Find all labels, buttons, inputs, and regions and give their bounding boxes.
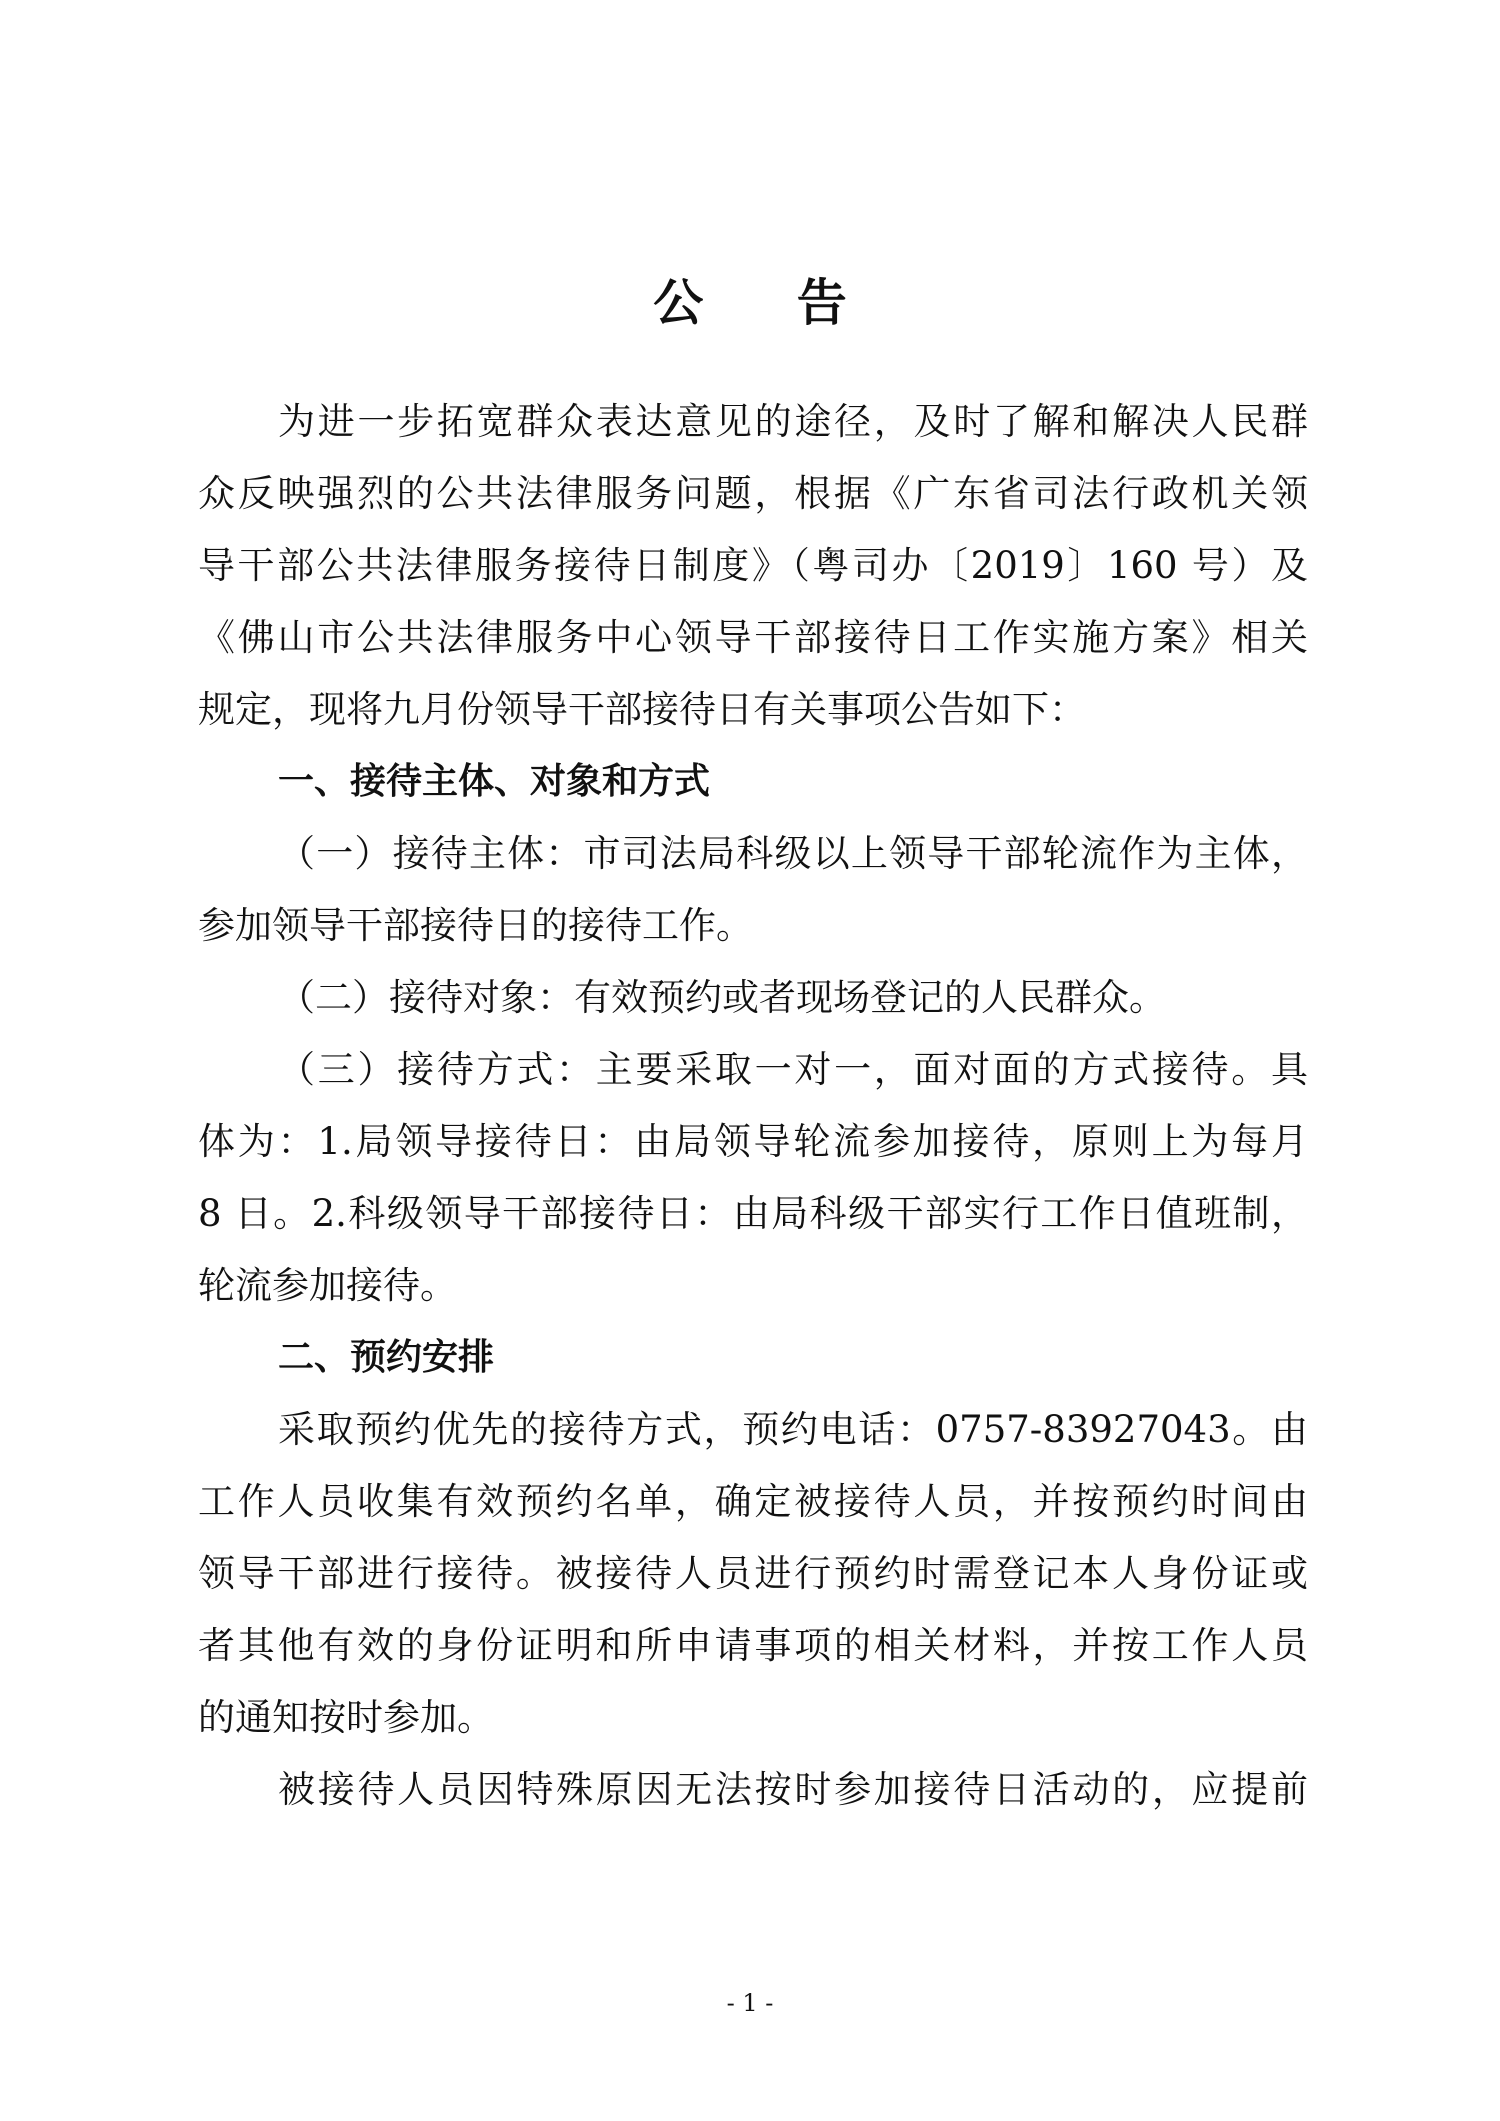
paragraph-line: 者其他有效的身份证明和所申请事项的相关材料，并按工作人员 xyxy=(198,1624,1308,1667)
paragraph-line: 采取预约优先的接待方式，预约电话：0757-83927043。由 xyxy=(278,1408,1308,1451)
paragraph-line: 导干部公共法律服务接待日制度》（粤司办〔2019〕160 号）及 xyxy=(198,544,1308,587)
paragraph-line: 工作人员收集有效预约名单，确定被接待人员，并按预约时间由 xyxy=(198,1480,1308,1523)
section-heading: 一、接待主体、对象和方式 xyxy=(278,761,711,802)
paragraph-line: （三）接待方式：主要采取一对一，面对面的方式接待。具 xyxy=(278,1048,1308,1091)
section-heading: 二、预约安排 xyxy=(278,1337,495,1378)
paragraph-line: （二）接待对象：有效预约或者现场登记的人民群众。 xyxy=(278,976,1166,1019)
paragraph-line: 体为：1.局领导接待日：由局领导轮流参加接待，原则上为每月 xyxy=(198,1120,1308,1163)
paragraph-line: 轮流参加接待。 xyxy=(198,1264,457,1307)
paragraph-line: 为进一步拓宽群众表达意见的途径，及时了解和解决人民群 xyxy=(278,400,1308,443)
paragraph-line: 8 日。2.科级领导干部接待日：由局科级干部实行工作日值班制， xyxy=(198,1192,1308,1235)
page-number: - 1 - xyxy=(726,1989,774,2017)
paragraph-line: 规定，现将九月份领导干部接待日有关事项公告如下： xyxy=(198,688,1086,731)
paragraph-line: 被接待人员因特殊原因无法按时参加接待日活动的，应提前 xyxy=(278,1768,1308,1811)
paragraph-line: 参加领导干部接待日的接待工作。 xyxy=(198,904,753,947)
paragraph-line: 的通知按时参加。 xyxy=(198,1696,494,1739)
paragraph-line: 众反映强烈的公共法律服务问题，根据《广东省司法行政机关领 xyxy=(198,472,1308,515)
paragraph-line: （一）接待主体：市司法局科级以上领导干部轮流作为主体， xyxy=(278,832,1308,875)
paragraph-line: 领导干部进行接待。被接待人员进行预约时需登记本人身份证或 xyxy=(198,1552,1308,1595)
paragraph-line: 《佛山市公共法律服务中心领导干部接待日工作实施方案》相关 xyxy=(198,616,1308,659)
page-title: 公 告 xyxy=(653,274,885,332)
